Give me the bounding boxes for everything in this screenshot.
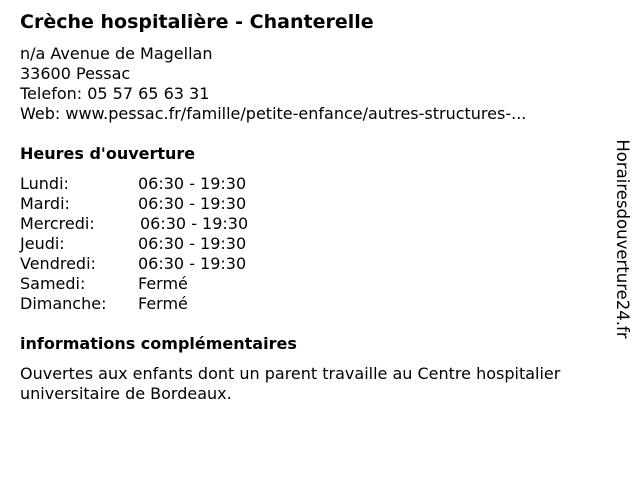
hours-time: Fermé <box>138 294 188 313</box>
hours-row-thursday <box>20 234 248 254</box>
hours-row-sunday <box>20 294 248 314</box>
hours-day: Jeudi: <box>20 234 65 253</box>
address-city: 33600 Pessac <box>20 64 131 83</box>
hours-time: 06:30 - 19:30 <box>138 234 247 253</box>
hours-row-monday <box>20 174 248 194</box>
hours-time: 06:30 - 19:30 <box>138 174 247 193</box>
hours-day: Samedi: <box>20 274 86 293</box>
hours-row-wednesday <box>20 214 248 234</box>
hours-time: 06:30 - 19:30 <box>138 194 247 213</box>
page-title: Crèche hospitalière - Chanterelle <box>20 11 374 33</box>
address-phone: Telefon: 05 57 65 63 31 <box>20 84 210 103</box>
hours-row-saturday <box>20 274 248 294</box>
address-block <box>20 44 526 124</box>
info-text: Ouvertes aux enfants dont un parent travaille au Centre hospitalier universitaire de Bordeaux. <box>20 364 561 403</box>
hours-time: 06:30 - 19:30 <box>140 214 249 233</box>
hours-table <box>20 174 248 314</box>
hours-day: Dimanche: <box>20 294 107 313</box>
hours-row-tuesday <box>20 194 248 214</box>
hours-day: Mardi: <box>20 194 70 213</box>
address-street: n/a Avenue de Magellan <box>20 44 213 63</box>
hours-day: Vendredi: <box>20 254 96 273</box>
hours-day: Mercredi: <box>20 214 95 233</box>
hours-time: Fermé <box>138 274 188 293</box>
hours-row-friday <box>20 254 248 274</box>
watermark <box>611 136 633 342</box>
watermark-text: Horairesdouverture24.fr <box>613 139 632 339</box>
hours-time: 06:30 - 19:30 <box>138 254 247 273</box>
address-web: Web: www.pessac.fr/famille/petite-enfance/autres-structures-... <box>20 104 527 123</box>
hours-day: Lundi: <box>20 174 69 193</box>
hours-heading: Heures d'ouverture <box>20 144 196 163</box>
info-heading: informations complémentaires <box>20 334 297 353</box>
